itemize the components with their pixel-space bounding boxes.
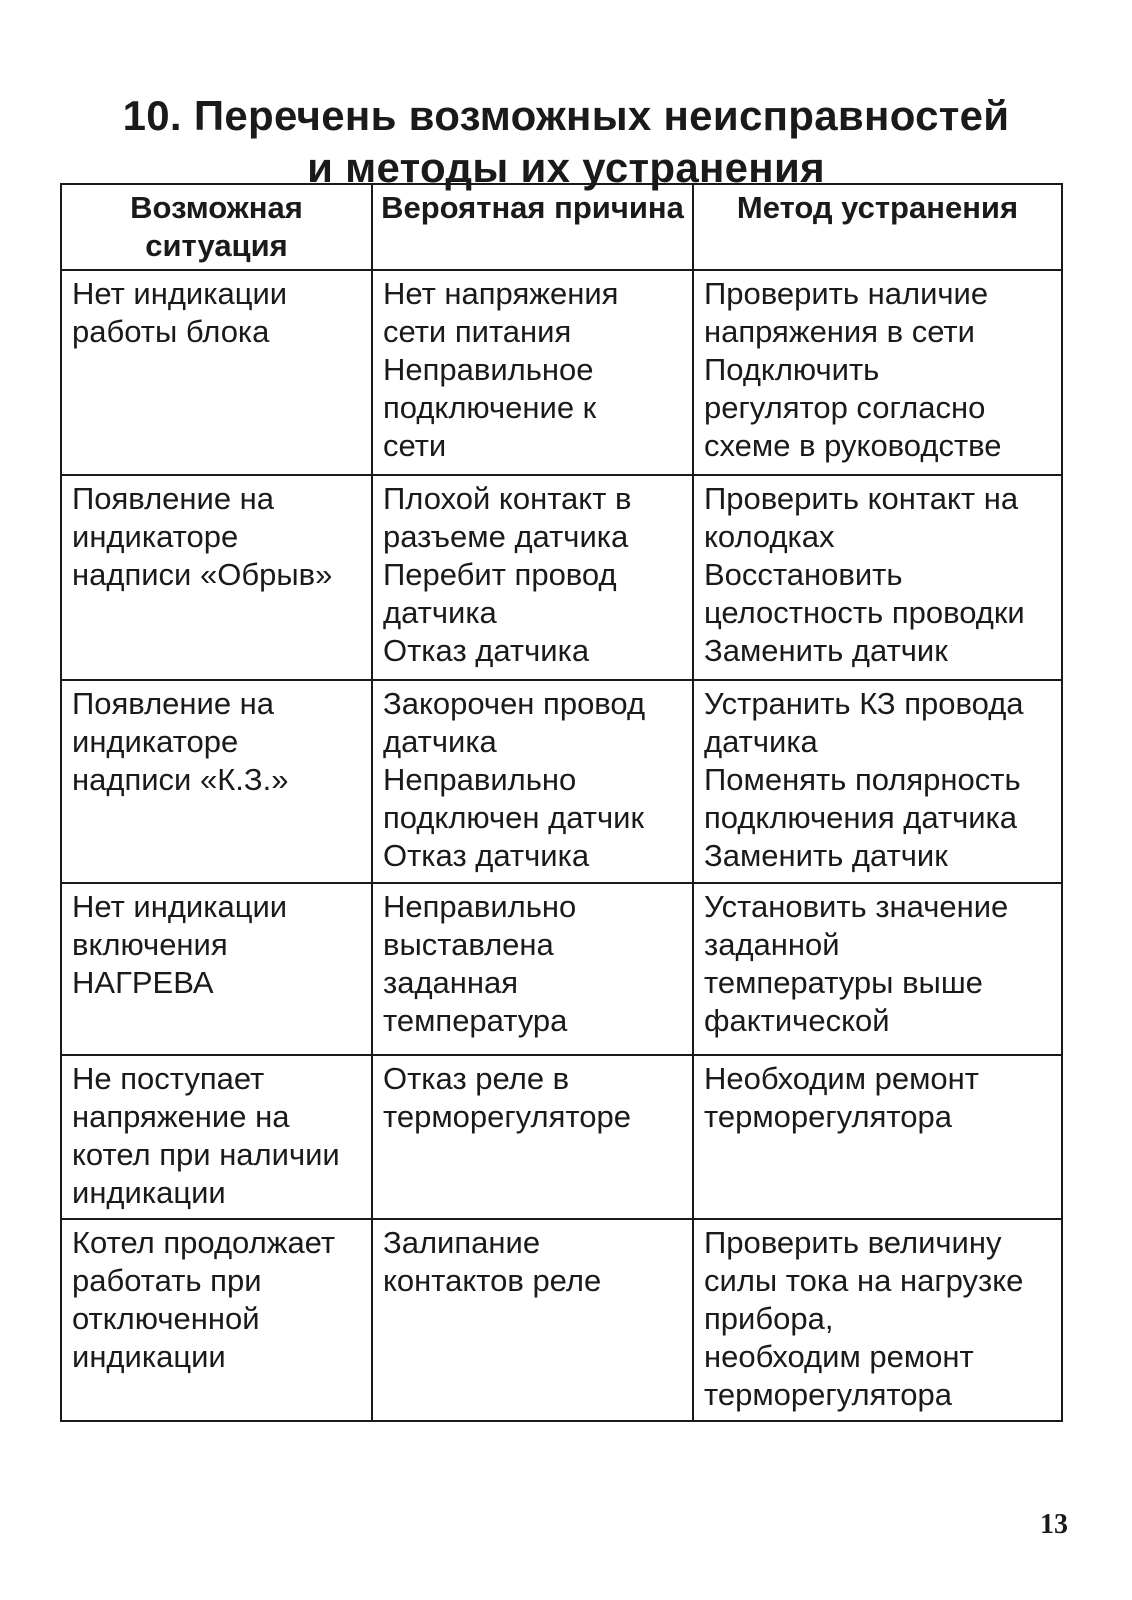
cell-text-line: схеме в руководстве (704, 428, 1002, 463)
cell-text-line: Появление на (72, 686, 275, 721)
header-text-line: Метод устранения (736, 190, 1019, 225)
cell-text-line: работы блока (72, 314, 270, 349)
cell-remedy (693, 270, 1062, 475)
cell-text-line: Проверить наличие (704, 276, 989, 311)
cell-text-line: регулятор согласно (704, 390, 986, 425)
section-title-line-1: 10. Перечень возможных неисправностей (122, 92, 1010, 140)
cell-cause (372, 1219, 693, 1421)
cell-text-line: фактической (704, 1003, 890, 1038)
cell-text-line: Поменять полярность (704, 762, 1021, 797)
cell-text-line: индикаторе (72, 724, 239, 759)
cell-text-line: Не поступает (72, 1061, 265, 1096)
cell-text-line: Нет индикации (72, 276, 288, 311)
table-row (61, 883, 1062, 1055)
cell-text-line: подключен датчик (383, 800, 645, 835)
cell-text-line: НАГРЕВА (72, 965, 214, 1000)
cell-cause (372, 270, 693, 475)
cell-text-line: Необходим ремонт (704, 1061, 979, 1096)
cell-text-line: датчика (383, 724, 497, 759)
cell-text-line: Неправильное (383, 352, 594, 387)
cell-text-line: Отказ датчика (383, 633, 590, 668)
cell-situation (61, 1219, 372, 1421)
table-row (61, 1055, 1062, 1219)
cell-text-line: заданной (704, 927, 840, 962)
cell-text-line: заданная (383, 965, 519, 1000)
cell-text-line: терморегулятора (704, 1377, 952, 1412)
cell-text-line: Проверить контакт на (704, 481, 1019, 516)
cell-remedy (693, 1219, 1062, 1421)
cell-text-line: Отказ реле в (383, 1061, 570, 1096)
cell-text-line: индикации (72, 1175, 226, 1210)
cell-text-line: индикаторе (72, 519, 239, 554)
table-row (61, 1219, 1062, 1421)
cell-text-line: Неправильно (383, 889, 577, 924)
cell-text-line: контактов реле (383, 1263, 602, 1298)
cell-text-line: температуры выше (704, 965, 983, 1000)
header-situation (61, 184, 372, 270)
cell-cause (372, 883, 693, 1055)
header-text-line: Возможная (130, 190, 303, 225)
cell-text-line: подключения датчика (704, 800, 1018, 835)
cell-text-line: колодках (704, 519, 835, 554)
section-title (0, 90, 1132, 194)
cell-text-line: Отказ датчика (383, 838, 590, 873)
header-text-line: ситуация (145, 228, 288, 263)
cell-remedy (693, 680, 1062, 883)
table-header-row (61, 184, 1062, 270)
cell-remedy (693, 1055, 1062, 1219)
cell-text-line: Неправильно (383, 762, 577, 797)
cell-cause (372, 680, 693, 883)
cell-cause (372, 1055, 693, 1219)
cell-cause (372, 475, 693, 680)
cell-situation (61, 475, 372, 680)
cell-text-line: Заменить датчик (704, 633, 948, 668)
cell-text-line: сети (383, 428, 447, 463)
cell-remedy (693, 883, 1062, 1055)
cell-text-line: датчика (383, 595, 497, 630)
cell-text-line: выставлена (383, 927, 554, 962)
cell-situation (61, 1055, 372, 1219)
cell-text-line: необходим ремонт (704, 1339, 974, 1374)
cell-text-line: индикации (72, 1339, 226, 1374)
header-cause (372, 184, 693, 270)
cell-text-line: целостность проводки (704, 595, 1025, 630)
cell-text-line: Нет напряжения (383, 276, 619, 311)
cell-text-line: Появление на (72, 481, 275, 516)
cell-text-line: Устранить КЗ провода (704, 686, 1024, 721)
cell-text-line: котел при наличии (72, 1137, 340, 1172)
cell-text-line: надписи «Обрыв» (72, 557, 333, 592)
cell-text-line: Подключить (704, 352, 880, 387)
cell-text-line: Проверить величину (704, 1225, 1002, 1260)
cell-text-line: терморегулятора (704, 1099, 952, 1134)
cell-text-line: Заменить датчик (704, 838, 948, 873)
table-row (61, 475, 1062, 680)
cell-situation (61, 883, 372, 1055)
cell-text-line: напряжения в сети (704, 314, 975, 349)
cell-text-line: сети питания (383, 314, 572, 349)
cell-text-line: силы тока на нагрузке (704, 1263, 1024, 1298)
cell-text-line: Установить значение (704, 889, 1009, 924)
cell-text-line: Нет индикации (72, 889, 288, 924)
page-number: 13 (1040, 1509, 1068, 1540)
cell-text-line: прибора, (704, 1301, 834, 1336)
cell-text-line: датчика (704, 724, 818, 759)
cell-text-line: Восстановить (704, 557, 903, 592)
cell-text-line: отключенной (72, 1301, 260, 1336)
cell-text-line: Закорочен провод (383, 686, 646, 721)
cell-text-line: разъеме датчика (383, 519, 629, 554)
table-row (61, 680, 1062, 883)
cell-text-line: Залипание (383, 1225, 541, 1260)
cell-text-line: работать при (72, 1263, 262, 1298)
header-text-line: Вероятная (381, 190, 546, 225)
cell-text-line: напряжение на (72, 1099, 290, 1134)
section-title-line-2: и методы их устранения (307, 144, 825, 192)
header-text-line: причина (554, 190, 684, 225)
cell-text-line: Плохой контакт в (383, 481, 632, 516)
troubleshooting-table (60, 183, 1063, 1422)
header-remedy (693, 184, 1062, 270)
cell-text-line: подключение к (383, 390, 597, 425)
cell-text-line: Перебит провод (383, 557, 617, 592)
cell-text-line: Котел продолжает (72, 1225, 336, 1260)
cell-remedy (693, 475, 1062, 680)
table-row (61, 270, 1062, 475)
cell-situation (61, 680, 372, 883)
cell-text-line: надписи «К.З.» (72, 762, 289, 797)
cell-text-line: включения (72, 927, 228, 962)
cell-text-line: температура (383, 1003, 568, 1038)
cell-situation (61, 270, 372, 475)
cell-text-line: терморегуляторе (383, 1099, 631, 1134)
